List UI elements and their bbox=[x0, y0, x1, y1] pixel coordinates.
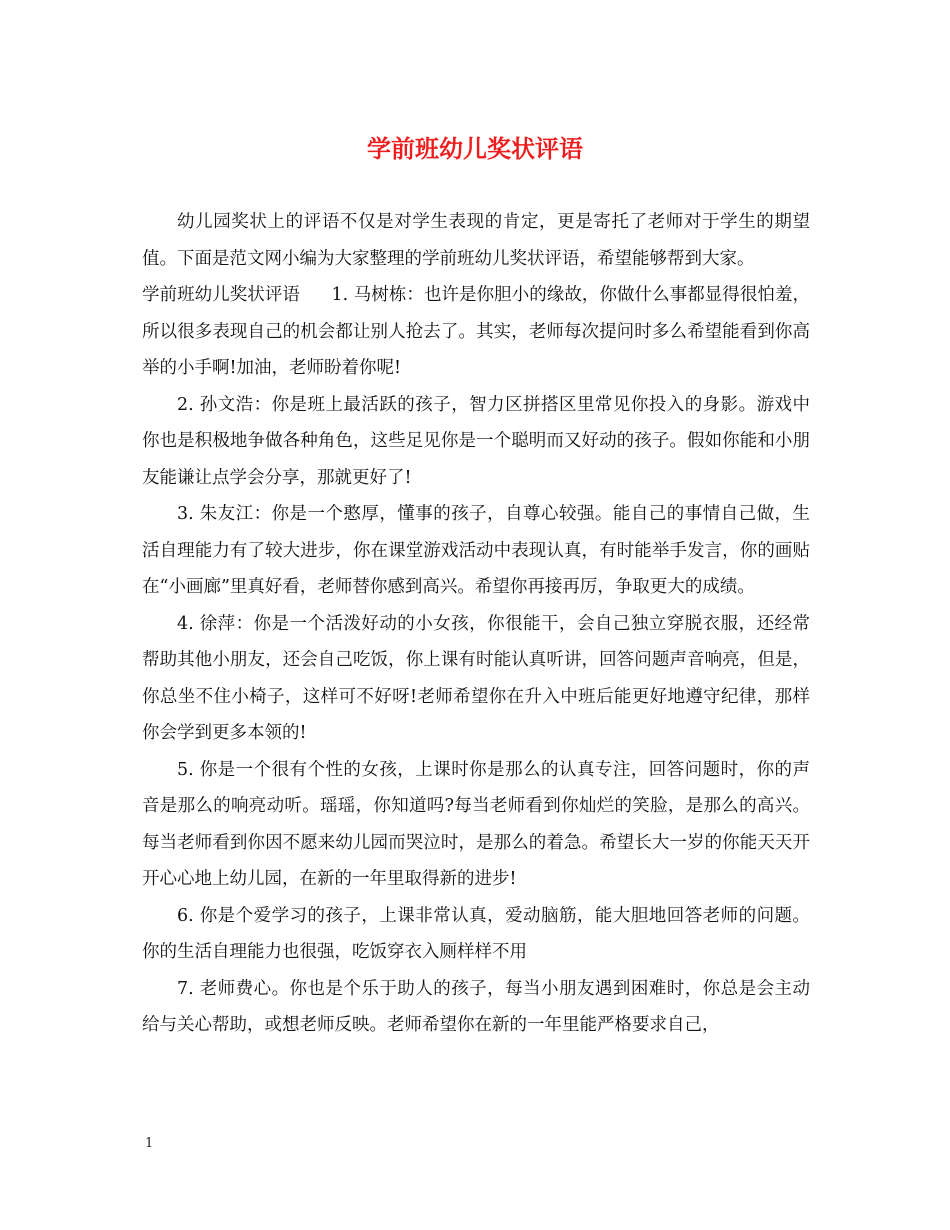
intro-paragraph: 幼儿园奖状上的评语不仅是对学生表现的肯定，更是寄托了老师对于学生的期望值。下面是范文网小编为大家整理的学前班幼儿奖状评语，希望能够帮到大家。 bbox=[142, 212, 810, 269]
list-item: 6. 你是个爱学习的孩子，上课非常认真，爱动脑筋，能大胆地回答老师的问题。你的生活自理能力也很强，吃饭穿衣入厕样样不用 bbox=[142, 905, 810, 962]
list-item: 2. 孙文浩：你是班上最活跃的孩子，智力区拼搭区里常见你投入的身影。游戏中你也是积极地争做各种角色，这些足见你是一个聪明而又好动的孩子。假如你能和小朋友能谦让点学会分享，那就更好了! bbox=[142, 394, 810, 488]
document-body bbox=[142, 204, 810, 1044]
list-item: 3. 朱友江：你是一个憨厚，懂事的孩子，自尊心较强。能自己的事情自己做，生活自理能力有了较大进步，你在课堂游戏活动中表现认真，有时能举手发言，你的画贴在“小画廊”里真好看，老师替你感到高兴。希望你再接再厉，争取更大的成绩。 bbox=[142, 504, 810, 597]
document-title: 学前班幼儿奖状评语 bbox=[367, 134, 583, 163]
list-item: 5. 你是一个很有个性的女孩，上课时你是那么的认真专注，回答问题时，你的声音是那么的响亮动听。瑶瑶，你知道吗?每当老师看到你灿烂的笑脸，是那么的高兴。每当老师看到你因不愿来幼儿园而哭泣时，是那么的着急。希望长大一岁的你能天天开开心心地上幼儿园，在新的一年里取得新的进步! bbox=[142, 759, 810, 889]
list-item bbox=[142, 277, 810, 387]
page-number: 1 bbox=[145, 1136, 154, 1151]
list-item-text: 1. 马树栋：也许是你胆小的缘故，你做什么事都显得很怕羞，所以很多表现自己的机会都让别人抢去了。其实，老师每次提问时多么希望能看到你高举的小手啊!加油，老师盼着你呢! bbox=[142, 285, 810, 378]
list-item: 4. 徐萍：你是一个活泼好动的小女孩，你很能干，会自己独立穿脱衣服，还经常帮助其他小朋友，还会自己吃饭，你上课有时能认真听讲，回答问题声音响亮，但是，你总坐不住小椅子，这样可不好呀!老师希望你在升入中班后能更好地遵守纪律，那样你会学到更多本领的! bbox=[142, 613, 810, 743]
subheading: 学前班幼儿奖状评语 bbox=[142, 285, 300, 305]
list-item: 7. 老师费心。你也是个乐于助人的孩子，每当小朋友遇到困难时，你总是会主动给与关心帮助，或想老师反映。老师希望你在新的一年里能严格要求自己， bbox=[142, 978, 810, 1035]
